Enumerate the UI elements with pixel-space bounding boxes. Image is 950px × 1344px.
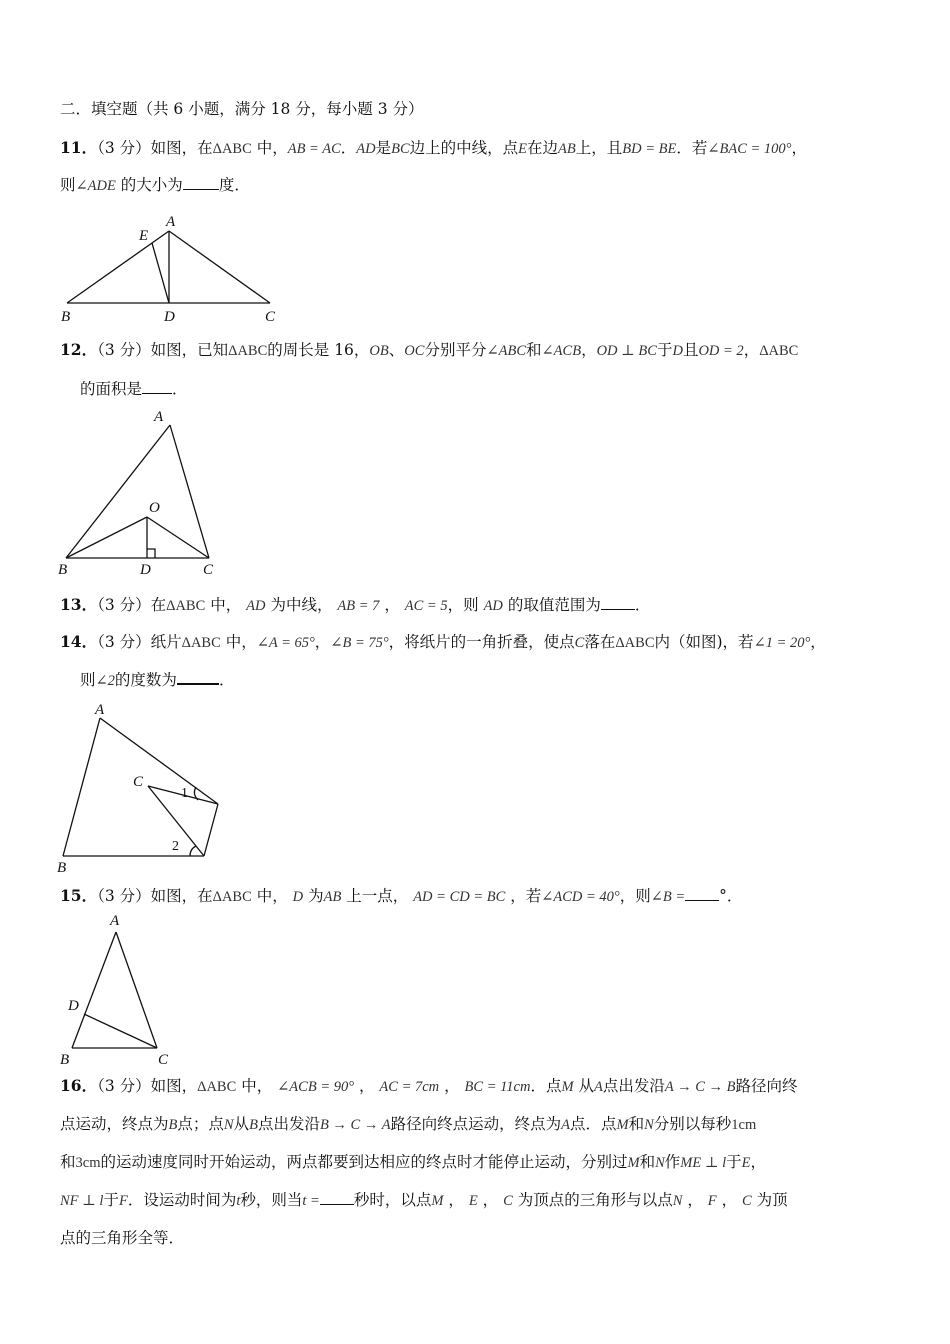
q14-fold-line <box>204 804 218 856</box>
q16-text: ， <box>687 1191 703 1209</box>
q12-segment-ob <box>66 517 147 558</box>
q16-text: 点出发沿 <box>257 1115 320 1133</box>
q16-text: ．点 <box>530 1077 562 1095</box>
q16-text: （3 分）如图， <box>97 1077 198 1095</box>
q15-text: 上一点， <box>346 887 409 905</box>
q16-math: C <box>503 1193 513 1209</box>
q16-text: 为顶 <box>756 1191 788 1209</box>
q12-text: ． <box>172 380 188 398</box>
q16-math: N <box>223 1117 234 1133</box>
q14-text: 内（如图)，若 <box>654 633 754 651</box>
q16-math: ΔABC <box>197 1079 237 1095</box>
q11-math: ∠ADE <box>75 178 116 194</box>
q11-segment-de <box>152 243 169 303</box>
q16-text: ， <box>444 1077 460 1095</box>
q14-angle2-arc <box>190 846 196 856</box>
q14-math: ∠2 <box>95 673 115 689</box>
q16-math: E <box>468 1193 478 1209</box>
q14-side-a-fold <box>100 718 218 804</box>
q15-text: ，若 <box>510 887 542 905</box>
q16-math: B <box>168 1117 178 1133</box>
q16-text: ， <box>750 1153 767 1171</box>
q13-line1 <box>60 594 650 617</box>
q11-text: 在边 <box>527 139 559 157</box>
q16-math: 1cm <box>731 1117 757 1133</box>
q16-math: 3cm <box>75 1155 101 1171</box>
q12-side-ab <box>66 425 170 558</box>
q14-line2 <box>80 669 234 692</box>
q11-math: BC <box>391 141 410 157</box>
q16-line2 <box>60 1113 756 1136</box>
q11-side-ac <box>169 231 270 303</box>
section-title: 二．填空题（共 6 小题，满分 18 分，每小题 3 分） <box>60 100 424 118</box>
q14-text: 则 <box>80 671 96 689</box>
q12-text: 于 <box>656 341 673 359</box>
q16-text: 和 <box>60 1153 76 1171</box>
q11-text: 上，且 <box>575 139 623 157</box>
q14-text: ， <box>810 633 826 651</box>
q16-text: 点出发沿 <box>602 1077 665 1095</box>
q11-number: 11． <box>60 138 98 157</box>
q16-text: 秒时，以点 <box>353 1191 432 1209</box>
q15-math: ∠ACD = 40° <box>541 889 620 905</box>
q12-math: OD = 2 <box>698 343 744 359</box>
q11-label-d: D <box>164 309 175 325</box>
q15-side-ab <box>72 932 116 1048</box>
q12-math: ΔABC <box>228 343 268 359</box>
q14-math: ∠1 = 20° <box>753 635 811 651</box>
q11-math: ΔABC <box>212 141 252 157</box>
q14-text: 落在 <box>584 633 616 651</box>
q12-label-a: A <box>154 409 164 425</box>
q16-text: 点运动，终点为 <box>60 1115 169 1133</box>
q16-text: 作 <box>664 1153 681 1171</box>
q11-label-b: B <box>61 309 71 325</box>
q13-text: ， <box>384 596 400 614</box>
q12-text: 且 <box>682 341 699 359</box>
q14-label-a: A <box>95 702 105 718</box>
q15-segment-cd <box>84 1014 157 1048</box>
q15-label-b: B <box>60 1052 70 1068</box>
q16-math: A <box>594 1079 603 1095</box>
q16-line1 <box>60 1075 798 1098</box>
q12-label-c: C <box>203 562 214 578</box>
q14-math: ∠A = 65° <box>256 635 315 651</box>
q11-text: ．若 <box>676 139 708 157</box>
q14-label-c: C <box>133 774 144 790</box>
q12-math: ∠ABC <box>486 343 526 359</box>
q12-text: 分别平分 <box>424 341 487 359</box>
q16-number: 16． <box>60 1076 98 1095</box>
q12-text: 和 <box>526 341 542 359</box>
q11-label-a: A <box>166 214 176 230</box>
q16-text: 为顶点的三角形与以点 <box>517 1191 673 1209</box>
q12-math: OB <box>369 343 389 359</box>
q14-answer-blank[interactable] <box>177 669 219 685</box>
q16-math: AC = 7cm <box>379 1079 440 1095</box>
q16-math: E <box>741 1155 751 1171</box>
q13-math: ΔABC <box>166 598 206 614</box>
q11-text: 度． <box>218 176 250 194</box>
q11-text: （3 分）如图，在 <box>97 139 213 157</box>
q11-text: 是 <box>375 139 392 157</box>
q16-text: 于 <box>726 1153 742 1171</box>
q16-math: C <box>742 1193 752 1209</box>
q14-text: 的度数为 <box>114 671 177 689</box>
q12-text: 的周长是 16， <box>267 341 370 359</box>
q16-text: 秒，则当 <box>240 1191 303 1209</box>
q16-text: ， <box>482 1191 499 1209</box>
q15-math: D <box>292 889 304 905</box>
q13-text: ，则 <box>447 596 479 614</box>
q12-math: OD ⊥ BC <box>596 343 657 359</box>
q11-math: E <box>518 141 528 157</box>
q14-label-1: 1 <box>181 786 188 801</box>
q12-side-ac <box>170 425 209 558</box>
q11-text: ． <box>340 139 357 157</box>
q16-math: B → C → A <box>319 1117 391 1133</box>
q11-math: AD <box>356 141 376 157</box>
q16-text: ．设运动时间为 <box>127 1191 237 1209</box>
q14-text: ， <box>314 633 331 651</box>
q14-label-b: B <box>57 860 67 876</box>
q16-math: ∠ACB = 90° <box>277 1079 355 1095</box>
q16-text: 点；点 <box>177 1115 224 1133</box>
q13-text: 为中线， <box>270 596 333 614</box>
q16-math: M <box>561 1079 574 1095</box>
q11-math: BD = BE <box>622 141 677 157</box>
q14-math: ΔABC <box>615 635 655 651</box>
q11-math: ∠BAC = 100° <box>707 141 792 157</box>
q15-math: ∠B = <box>650 889 686 905</box>
q16-text: 从 <box>233 1115 250 1133</box>
q16-math: F <box>707 1193 717 1209</box>
q15-text: ，则 <box>619 887 651 905</box>
q16-text: 的运动速度同时开始运动，两点都要到达相应的终点时才能停止运动，分别过 <box>100 1153 628 1171</box>
q16-line3 <box>60 1151 766 1174</box>
q16-answer-blank[interactable] <box>320 1190 354 1205</box>
q16-math: F <box>118 1193 128 1209</box>
q16-math: N <box>655 1155 665 1171</box>
q14-number: 14． <box>60 632 98 651</box>
q16-math: ME ⊥ l <box>680 1155 727 1171</box>
q15-label-a: A <box>110 913 120 929</box>
q16-text: ， <box>721 1191 738 1209</box>
q15-label-d: D <box>68 998 79 1014</box>
q13-math: AD <box>483 598 503 614</box>
q12-math: ΔABC <box>759 343 799 359</box>
q15-number: 15． <box>60 886 98 905</box>
q16-math: B <box>249 1117 258 1133</box>
q14-text: ． <box>218 671 235 689</box>
q12-segment-oc <box>147 517 209 558</box>
q12-text: ， <box>581 341 597 359</box>
q13-number: 13． <box>60 595 98 614</box>
q16-line4 <box>60 1189 788 1212</box>
q11-math: AB = AC <box>287 141 341 157</box>
q16-text: ， <box>448 1191 464 1209</box>
q16-line5: 点的三角形全等． <box>60 1229 185 1247</box>
q16-text: 于 <box>103 1191 119 1209</box>
q11-label-e: E <box>139 228 149 244</box>
q16-math: M <box>431 1193 444 1209</box>
q14-text: ，将纸片的一角折叠，使点 <box>388 633 575 651</box>
q15-math: AD = CD = BC <box>413 889 506 905</box>
q14-math: C <box>574 635 585 651</box>
q15-line1 <box>60 885 742 908</box>
q11-text: 的大小为 <box>120 176 183 194</box>
q12-label-o: O <box>149 500 160 516</box>
q16-text: 和 <box>628 1115 645 1133</box>
q14-text: 中， <box>225 633 257 651</box>
q16-math: t <box>236 1193 241 1209</box>
q15-text: 为 <box>308 887 324 905</box>
q12-text: （3 分）如图，已知 <box>97 341 229 359</box>
q16-math: BC = 11cm <box>464 1079 531 1095</box>
q13-text: ． <box>634 596 651 614</box>
q11-text: 则 <box>60 176 76 194</box>
q12-number: 12． <box>60 340 98 359</box>
q11-text: ， <box>791 139 807 157</box>
q16-text: ， <box>358 1077 375 1095</box>
q13-text: 中， <box>210 596 242 614</box>
q13-math: AB = 7 <box>337 598 380 614</box>
q16-text: 路径向终 <box>735 1077 798 1095</box>
q15-text: 中， <box>256 887 288 905</box>
q16-math: M <box>627 1155 640 1171</box>
q12-math: OC <box>404 343 425 359</box>
q14-math: ΔABC <box>181 635 221 651</box>
q13-math: AD <box>246 598 266 614</box>
q12-line2 <box>80 378 188 400</box>
q12-text: 、 <box>388 341 405 359</box>
q14-math: ∠B = 75° <box>330 635 389 651</box>
q14-side-ab <box>63 718 100 856</box>
q16-math: A → C → B <box>664 1079 736 1095</box>
q16-text: 点．点 <box>569 1115 617 1133</box>
q12-text: 的面积是 <box>80 380 143 398</box>
q16-math: N <box>672 1193 683 1209</box>
q16-math: t = <box>302 1193 320 1209</box>
q16-math: N <box>644 1117 654 1133</box>
q14-line1 <box>60 631 826 654</box>
q15-math: AB <box>323 889 342 905</box>
q16-math: M <box>616 1117 629 1133</box>
q12-math: ∠ACB <box>541 343 582 359</box>
q11-math: AB <box>558 141 576 157</box>
q16-text: 和 <box>639 1153 656 1171</box>
q14-label-2: 2 <box>172 839 179 854</box>
q15-math: ΔABC <box>212 889 252 905</box>
q11-side-ab <box>67 231 169 303</box>
q16-text: 从 <box>578 1077 595 1095</box>
q12-line1 <box>60 339 798 362</box>
q15-side-ac <box>116 932 157 1048</box>
q16-text: 分别以每秒 <box>653 1115 732 1133</box>
q12-label-b: B <box>58 562 68 578</box>
q16-text: 中， <box>241 1077 273 1095</box>
q12-answer-blank[interactable] <box>142 379 172 394</box>
q12-right-angle-mark <box>147 549 155 558</box>
q15-text: （3 分）如图，在 <box>97 887 213 905</box>
q11-label-c: C <box>265 309 276 325</box>
q12-math: D <box>672 343 683 359</box>
q13-text: 的取值范围为 <box>507 596 601 614</box>
q16-math: NF ⊥ l <box>60 1193 104 1209</box>
q16-text: 路径向终点运动，终点为 <box>390 1115 562 1133</box>
q14-text: （3 分）纸片 <box>97 633 182 651</box>
q15-label-c: C <box>158 1052 169 1068</box>
q13-math: AC = 5 <box>404 598 448 614</box>
q12-label-d: D <box>140 562 151 578</box>
q11-text: 边上的中线，点 <box>409 139 519 157</box>
q11-text: 中， <box>256 139 288 157</box>
q13-answer-blank[interactable] <box>601 595 635 610</box>
q12-text: ， <box>743 341 760 359</box>
q16-math: A <box>561 1117 570 1133</box>
q15-answer-blank[interactable] <box>685 886 719 901</box>
q13-text: （3 分）在 <box>97 596 167 614</box>
q15-text: °． <box>719 887 743 905</box>
